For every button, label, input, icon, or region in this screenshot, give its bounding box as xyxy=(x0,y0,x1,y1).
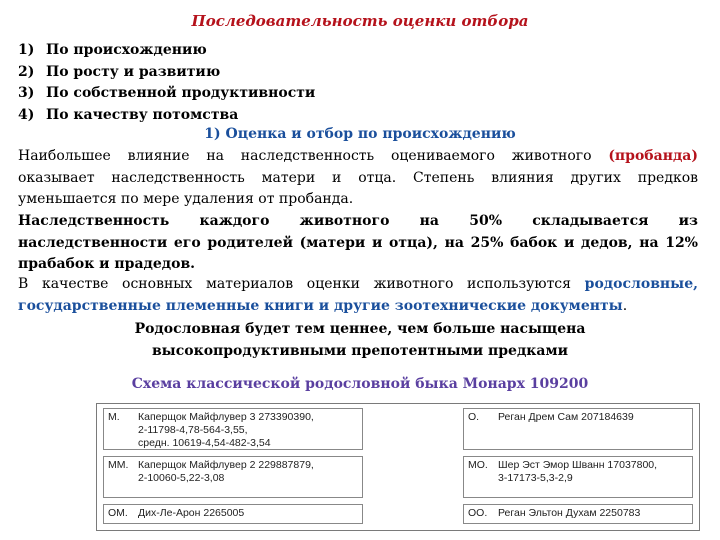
paragraph-text: В качестве основных материалов оценки животного используются xyxy=(18,276,585,292)
schema-title: Схема классической родословной быка Монарх 109200 xyxy=(131,376,589,392)
cell-code: М. xyxy=(108,411,120,423)
step-label: По росту и развитию xyxy=(46,63,221,80)
step-number: 3) xyxy=(18,85,35,101)
step-label: По собственной продуктивности xyxy=(46,85,316,101)
paragraph-heredity: Наследственность каждого животного на 50% складывается из наследственности его родителей (матери и отца), на 25% бабок и дедов, на 12% прабабок и прадедов. xyxy=(18,213,698,272)
step-label: По качеству потомства xyxy=(46,106,239,123)
step-number: 2) xyxy=(18,63,35,80)
pedigree-row xyxy=(103,408,693,450)
cell-code: ММ. xyxy=(108,459,129,471)
pedigree-value-line-2: высокопродуктивными препотентными предками xyxy=(151,343,569,359)
pedigree-cell-father xyxy=(463,408,693,450)
pedigree-row xyxy=(103,456,693,498)
step-number: 1) xyxy=(18,42,35,58)
materials-highlight: родословные, государственные племенные книги и другие зоотехнические документы xyxy=(18,276,698,314)
pedigree-row xyxy=(103,504,693,524)
page-title: Последовательность оценки отбора xyxy=(191,12,529,30)
pedigree-cell-mother xyxy=(103,408,363,450)
cell-text: Дих-Ле-Арон 2265005 xyxy=(138,507,245,519)
cell-text: Реган Дрем Сам 207184639 xyxy=(498,411,634,423)
step-item xyxy=(18,105,315,127)
step-item xyxy=(18,62,315,84)
step-number: 4) xyxy=(18,106,35,123)
pedigree-cell-mothers-father xyxy=(463,456,693,498)
cell-text: Реган Эльтон Духам 2250783 xyxy=(498,507,641,519)
step-label: По происхождению xyxy=(46,42,207,58)
paragraph-proband xyxy=(18,146,698,211)
cell-text: Шер Эст Эмор Шванн 17037800, 3-17173-5,3-2,9 xyxy=(498,459,658,484)
pedigree-cell-fathers-father xyxy=(463,504,693,524)
evaluation-steps-list xyxy=(18,40,315,126)
paragraph-materials xyxy=(18,274,698,317)
cell-code: ОМ. xyxy=(108,507,128,519)
paragraph-text: Наибольшее влияние на наследственность оцениваемого животного xyxy=(18,148,609,164)
pedigree-table xyxy=(96,403,700,531)
proband-highlight: (пробанда) xyxy=(608,148,698,164)
paragraph-text: . xyxy=(622,297,628,314)
cell-code: МО. xyxy=(468,459,488,471)
paragraph-text: оказывает наследственность матери и отца. Степень влияния других предков уменьшается по мере удаления от пробанда. xyxy=(18,169,698,207)
section-subheading: 1) Оценка и отбор по происхождению xyxy=(204,126,516,142)
step-item xyxy=(18,83,315,105)
cell-code: О. xyxy=(468,411,480,423)
cell-text: Каперщок Майфлувер 2 229887879, 2-10060-5,22-3,08 xyxy=(138,459,314,484)
step-item xyxy=(18,40,315,62)
pedigree-cell-mothers-mother xyxy=(103,456,363,498)
pedigree-value-line-1: Родословная будет тем ценнее, чем больше насыщена xyxy=(134,321,586,337)
cell-text: Каперщок Майфлувер 3 273390390, 2-11798-4,78-564-3,55, средн. 10619-4,54-482-3,54 xyxy=(138,411,314,449)
pedigree-cell-fathers-mother xyxy=(103,504,363,524)
cell-code: ОО. xyxy=(468,507,488,519)
